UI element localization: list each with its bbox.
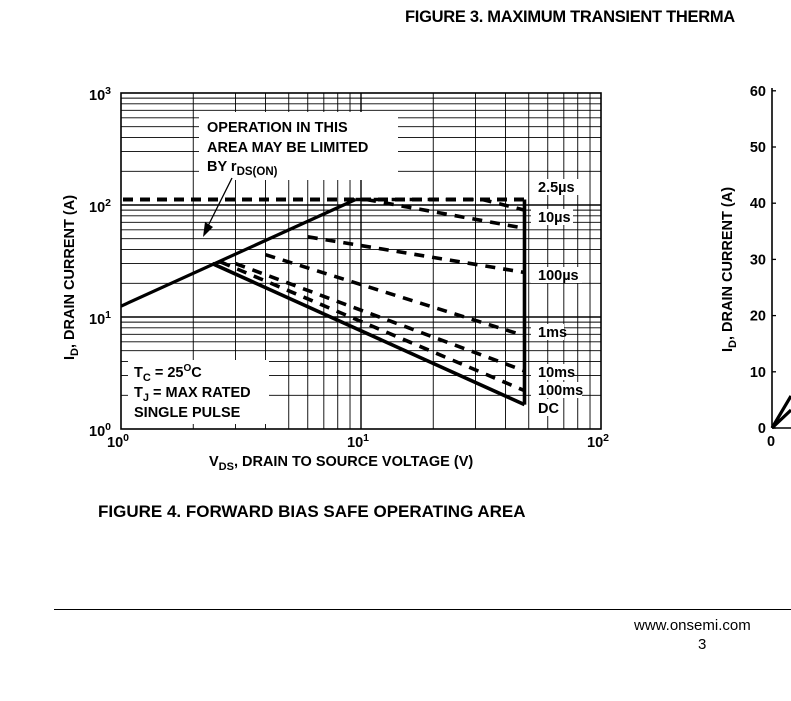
series-line (308, 237, 525, 273)
chart2-y-tick-label: 10 (749, 364, 766, 381)
y-tick-label: $10^0$ (89, 421, 111, 440)
y-axis-label: $I_D$, DRAIN CURRENT (A) (62, 194, 81, 360)
series-label: 100µs (538, 268, 579, 284)
y-tick-label: $10^3$ (89, 85, 111, 104)
chart2-x-tick-0: 0 (767, 434, 776, 450)
chart2-curve-start (772, 396, 791, 428)
series-label: 2.5µs (538, 180, 575, 196)
page-number: 3 (698, 636, 707, 653)
chart2-y-tick-label: 0 (757, 421, 766, 437)
chart2-y-tick-label: 50 (749, 140, 766, 156)
x-tick-label: $10^0$ (107, 432, 129, 451)
x-tick-label: $10^2$ (587, 432, 609, 451)
x-tick-labels (107, 432, 609, 451)
chart2-y-axis-label: $I_D$, DRAIN CURRENT (A) (720, 186, 739, 352)
figure3-title: FIGURE 3. MAXIMUM TRANSIENT THERMA (405, 8, 735, 26)
adjacent-chart-partial (720, 84, 791, 450)
footer-rule (54, 609, 791, 610)
condition-tj: $T_J$ = MAX RATED (134, 385, 251, 404)
series-label: 10µs (538, 210, 571, 226)
chart2-y-tick-label: 20 (749, 308, 766, 325)
y-tick-labels (89, 85, 111, 440)
chart2-y-tick-label: 30 (749, 252, 766, 269)
series-label: 1ms (538, 325, 568, 341)
series-label: 10ms (538, 365, 576, 381)
y-tick-label: $10^2$ (89, 197, 111, 216)
y-tick-label: $10^1$ (89, 309, 111, 328)
footer-url[interactable]: www.onsemi.com (634, 617, 751, 634)
condition-tc: $T_C = 25^OC$ (134, 363, 202, 384)
series-label: 100ms (538, 383, 584, 399)
condition-single-pulse: SINGLE PULSE (134, 405, 241, 421)
annotation-line3: BY $r_{DS(ON)}$ (207, 159, 278, 178)
x-axis-label: $V_{DS}$, DRAIN TO SOURCE VOLTAGE (V) (209, 454, 474, 473)
chart2-y-tick-label: 60 (749, 83, 766, 100)
series-labels (531, 179, 583, 416)
dc-label: DC (538, 401, 559, 417)
x-tick-label: $10^1$ (347, 432, 369, 451)
annotation-line2: AREA MAY BE LIMITED (207, 140, 369, 156)
annotation-line1: OPERATION IN THIS (207, 120, 348, 136)
figure4-title: FIGURE 4. FORWARD BIAS SAFE OPERATING AREA (98, 502, 526, 521)
chart2-y-tick-label: 40 (749, 196, 766, 213)
